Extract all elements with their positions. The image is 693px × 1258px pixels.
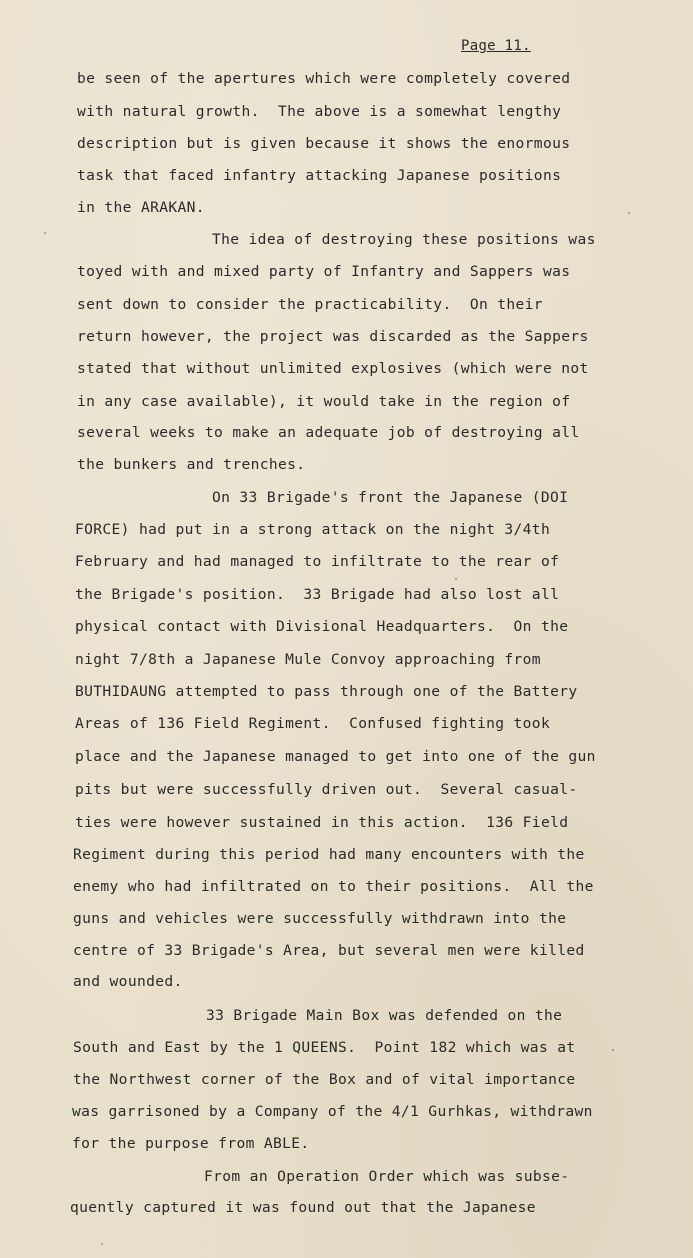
text-line: for the purpose from ABLE.: [72, 1135, 310, 1152]
text-line: and wounded.: [73, 973, 183, 990]
text-line: centre of 33 Brigade's Area, but several men were killed: [73, 942, 585, 959]
text-line: pits but were successfully driven out. Several casual-: [75, 781, 578, 798]
text-line: sent down to consider the practicability. On their: [77, 296, 543, 313]
text-line: Areas of 136 Field Regiment. Confused fighting took: [75, 715, 551, 732]
page-number: Page 11.: [461, 38, 531, 54]
text-line: guns and vehicles were successfully withdrawn into the: [73, 910, 567, 927]
text-line: toyed with and mixed party of Infantry and Sappers was: [77, 263, 571, 280]
text-line: be seen of the apertures which were completely covered: [77, 70, 571, 87]
text-line: 33 Brigade Main Box was defended on the: [206, 1007, 563, 1024]
text-line: place and the Japanese managed to get into one of the gun: [75, 748, 596, 765]
text-line: quently captured it was found out that the Japanese: [70, 1199, 536, 1216]
text-line: Regiment during this period had many encounters with the: [73, 846, 585, 863]
paper-speck: [44, 232, 46, 234]
text-line: physical contact with Divisional Headquarters. On the: [75, 618, 569, 635]
text-line: stated that without unlimited explosives (which were not: [77, 360, 589, 377]
paper-speck: [628, 212, 630, 214]
text-line: was garrisoned by a Company of the 4/1 Gurhkas, withdrawn: [72, 1103, 593, 1120]
text-line: night 7/8th a Japanese Mule Convoy approaching from: [75, 651, 541, 668]
text-line: enemy who had infiltrated on to their positions. All the: [73, 878, 594, 895]
text-line: ties were however sustained in this action. 136 Field: [75, 814, 569, 831]
text-line: in the ARAKAN.: [77, 199, 205, 216]
text-line: in any case available), it would take in the region of: [77, 393, 571, 410]
paper-speck: [455, 578, 457, 580]
text-line: several weeks to make an adequate job of destroying all: [77, 424, 580, 441]
text-line: with natural growth. The above is a somewhat lengthy: [77, 103, 562, 120]
text-line: the Brigade's position. 33 Brigade had also lost all: [75, 586, 560, 603]
text-line: February and had managed to infiltrate to the rear of: [75, 553, 560, 570]
text-line: The idea of destroying these positions was: [212, 231, 596, 248]
text-line: FORCE) had put in a strong attack on the night 3/4th: [75, 521, 551, 538]
text-line: On 33 Brigade's front the Japanese (DOI: [212, 489, 569, 506]
text-line: BUTHIDAUNG attempted to pass through one of the Battery: [75, 683, 578, 700]
text-line: the bunkers and trenches.: [77, 456, 306, 473]
paper-speck: [612, 1049, 614, 1051]
text-line: From an Operation Order which was subse-: [204, 1168, 570, 1185]
paper-speck: [101, 1243, 103, 1245]
text-line: description but is given because it shows the enormous: [77, 135, 571, 152]
text-line: task that faced infantry attacking Japanese positions: [77, 167, 562, 184]
text-line: South and East by the 1 QUEENS. Point 182 which was at: [73, 1039, 576, 1056]
text-line: return however, the project was discarded as the Sappers: [77, 328, 589, 345]
text-line: the Northwest corner of the Box and of vital importance: [73, 1071, 576, 1088]
